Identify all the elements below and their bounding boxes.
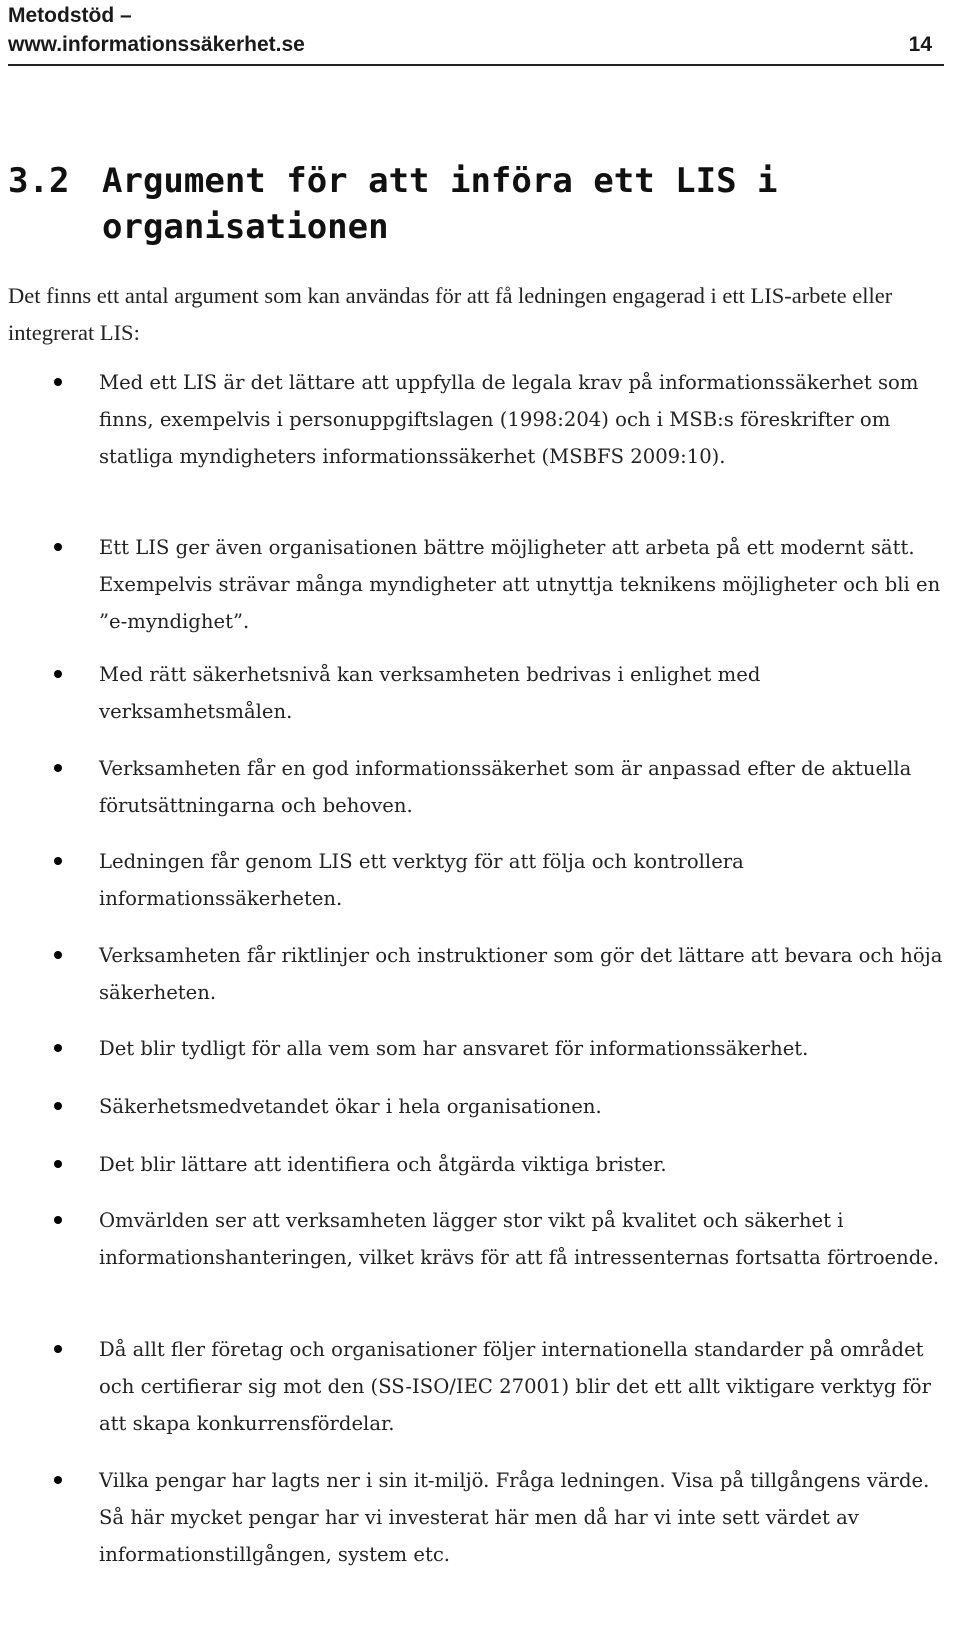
header-site-line2: www.informationssäkerhet.se [8, 33, 305, 56]
list-item-text: Det blir tydligt för alla vem som har ansvaret för informationssäkerhet. [99, 1037, 809, 1060]
section-title: Argument för att införa ett LIS i organisationen [102, 161, 778, 247]
list-item-text: Med ett LIS är det lättare att uppfylla de legala krav på informationssäkerhet som finns, exempelvis i personuppgiftslagen (1998:204) och i MSB:s föreskrifter om statliga myndigheters informationssäkerhet (MSBFS 2009:10). [99, 371, 919, 468]
bullet-icon [54, 1476, 62, 1484]
bullet-icon [54, 543, 62, 551]
list-item-text: Verksamheten får en god informationssäkerhet som är anpassad efter de aktuella förutsättningarna och behoven. [99, 757, 912, 817]
list-item-text: Ett LIS ger även organisationen bättre möjligheter att arbeta på ett modernt sätt. Exempelvis strävar många myndigheter att utnyttja teknikens möjligheter och bli en ”e-myndighet”. [99, 536, 941, 633]
section-number: 3.2 [8, 161, 70, 201]
list-item-text: Ledningen får genom LIS ett verktyg för att följa och kontrollera informationssäkerheten. [99, 850, 744, 910]
bullet-icon [54, 1345, 62, 1353]
page-number: 14 [908, 33, 932, 56]
bullet-icon [54, 1102, 62, 1110]
header-site-line1: Metodstöd – [8, 4, 132, 27]
bullet-icon [54, 951, 62, 959]
list-item-text: Då allt fler företag och organisationer följer internationella standarder på området och certifierar sig mot den (SS-ISO/IEC 27001) blir det ett allt viktigare verktyg för att skapa konkurrensfördelar. [99, 1338, 931, 1435]
intro-paragraph: Det finns ett antal argument som kan användas för att få ledningen engagerad i ett LIS-arbete eller integrerat LIS: [8, 283, 893, 345]
list-item-text: Omvärlden ser att verksamheten lägger stor vikt på kvalitet och säkerhet i informationshanteringen, vilket krävs för att få intressenternas fortsatta förtroende. [99, 1209, 940, 1269]
list-item-text: Verksamheten får riktlinjer och instruktioner som gör det lättare att bevara och höja säkerheten. [99, 944, 943, 1004]
list-item-text: Med rätt säkerhetsnivå kan verksamheten bedrivas i enlighet med verksamhetsmålen. [99, 663, 761, 723]
bullet-icon [54, 1216, 62, 1224]
bullet-icon [54, 1160, 62, 1168]
bullet-icon [54, 764, 62, 772]
bullet-icon [54, 378, 62, 386]
bullet-icon [54, 857, 62, 865]
bullet-icon [54, 1044, 62, 1052]
list-item-text: Det blir lättare att identifiera och åtgärda viktiga brister. [99, 1153, 667, 1176]
bullet-icon [54, 670, 62, 678]
list-item-text: Säkerhetsmedvetandet ökar i hela organisationen. [99, 1095, 602, 1118]
page-header [8, 0, 944, 66]
header-site [8, 1, 305, 59]
list-item-text: Vilka pengar har lagts ner i sin it-miljö. Fråga ledningen. Visa på tillgångens värde. Så här mycket pengar har vi investerat här men då har vi inte sett värdet av informationstillgången, system etc. [99, 1469, 930, 1566]
